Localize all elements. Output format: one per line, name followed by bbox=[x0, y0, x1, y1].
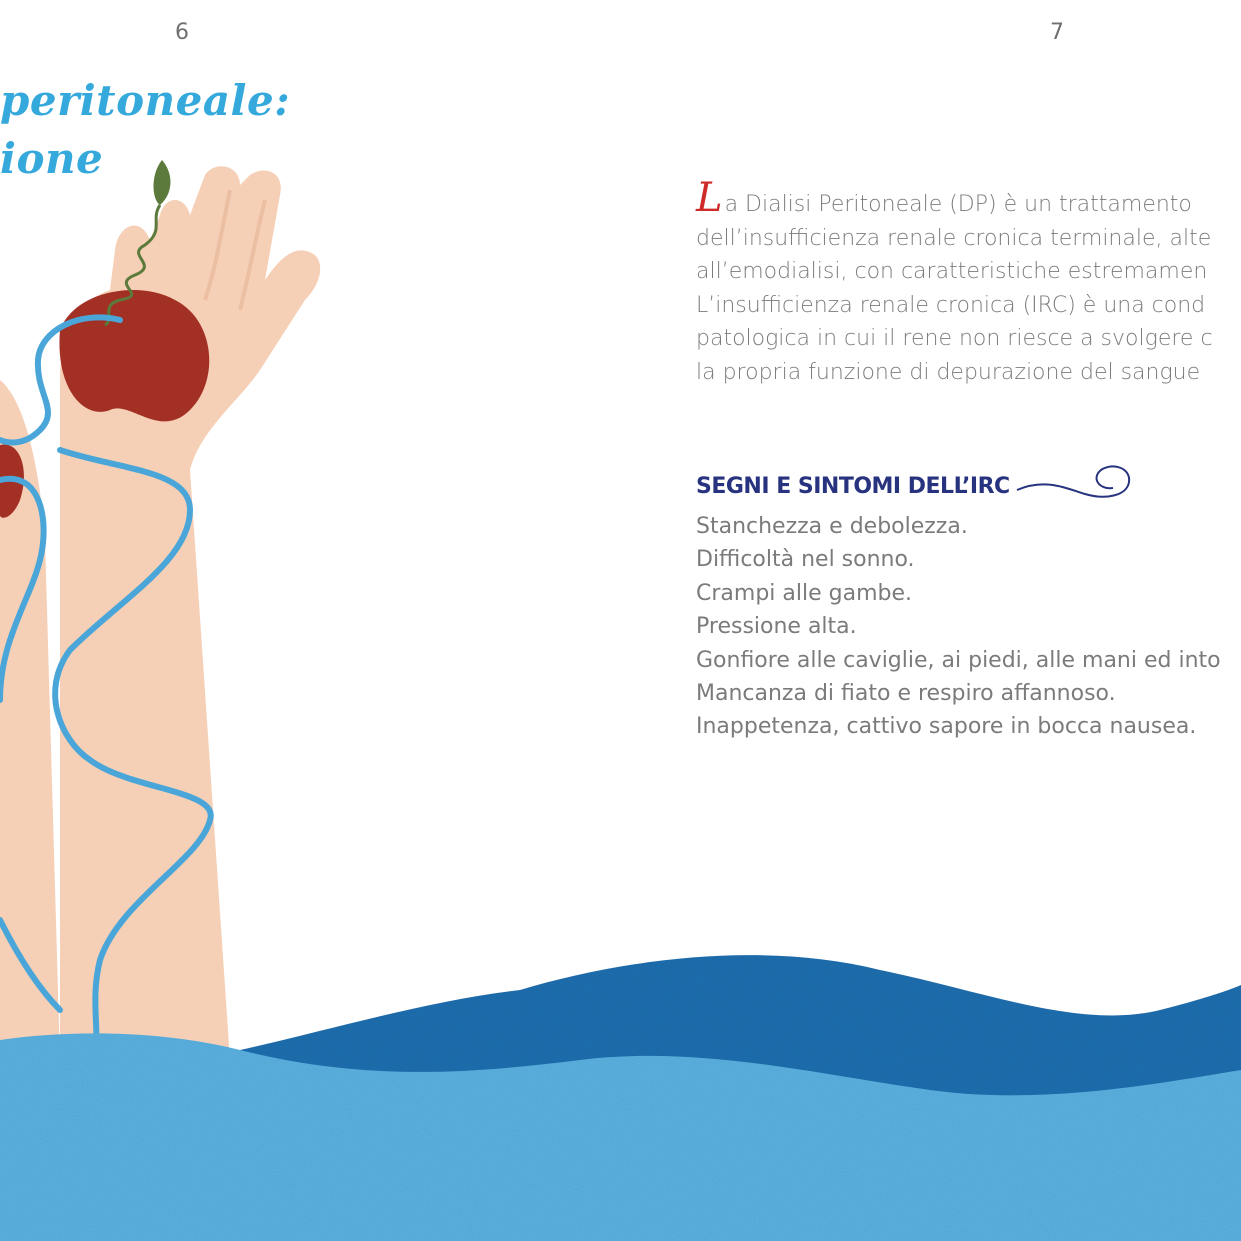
dropcap: L bbox=[696, 175, 723, 221]
intro-line-1 bbox=[696, 175, 1241, 222]
kidney-icon bbox=[59, 290, 209, 421]
list-item: Crampi alle gambe. bbox=[696, 580, 912, 606]
intro-line-4: L’insufficienza renale cronica (IRC) è una cond bbox=[696, 292, 1206, 318]
swash-icon bbox=[1015, 458, 1135, 508]
intro-line-5: patologica in cui il rene non riesce a svolgere c bbox=[696, 326, 1213, 351]
intro-line-3: all’emodialisi, con caratteristiche estremamen bbox=[696, 259, 1208, 284]
intro-line-6: la propria funzione di depurazione del sangue bbox=[696, 359, 1201, 385]
intro-line-2: dell’insufficienza renale cronica terminale, alte bbox=[696, 225, 1212, 251]
list-item: Gonfiore alle caviglie, ai piedi, alle mani ed into bbox=[696, 647, 1221, 673]
list-item: Pressione alta. bbox=[696, 614, 857, 640]
list-item: Mancanza di fiato e respiro affannoso. bbox=[696, 681, 1116, 707]
page-number-right: 7 bbox=[1050, 20, 1064, 45]
intro-line-1-text: a Dialisi Peritoneale (DP) è un trattamento bbox=[724, 192, 1192, 217]
symptoms-list bbox=[696, 510, 1221, 744]
list-item: Difficoltà nel sonno. bbox=[696, 547, 915, 573]
page-title-line-2: ione bbox=[0, 134, 104, 183]
section-heading: SEGNI E SINTOMI DELL’IRC bbox=[696, 474, 1010, 499]
intro-paragraph bbox=[696, 175, 1241, 389]
page-number-left: 6 bbox=[175, 20, 189, 45]
list-item: Stanchezza e debolezza. bbox=[696, 514, 968, 539]
page-title-line-1: peritoneale: bbox=[0, 76, 291, 125]
list-item: Inappetenza, cattivo sapore in bocca nausea. bbox=[696, 714, 1197, 740]
